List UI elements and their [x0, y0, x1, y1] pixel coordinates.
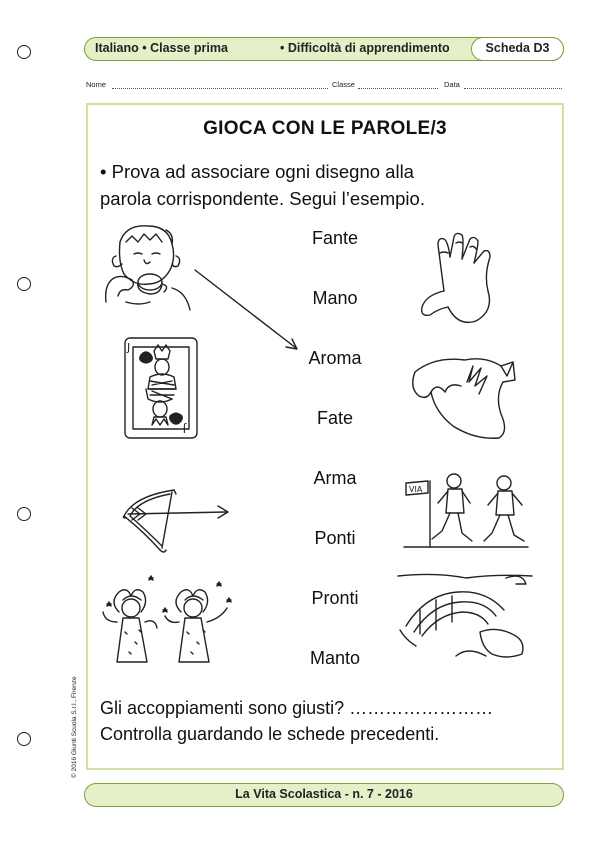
boy-drinking-icon[interactable] [98, 222, 193, 312]
instruction-line: • Prova ad associare ogni disegno alla [100, 161, 414, 182]
instruction-line: parola corrispondente. Segui l’esempio. [100, 188, 425, 209]
sheet-tab: Scheda D3 [471, 37, 564, 61]
card-letter: J [127, 341, 131, 354]
jack-card-icon[interactable] [124, 337, 200, 439]
header-topic: • Difficoltà di apprendimento [280, 41, 450, 55]
name-label: Nome [86, 80, 107, 89]
word-pronti[interactable]: Pronti [311, 588, 359, 608]
word-aroma[interactable]: Aroma [308, 348, 362, 368]
card-letter: J [182, 422, 186, 435]
class-label: Classe [332, 80, 355, 89]
footer-bar: La Vita Scolastica - n. 7 - 2016 [84, 783, 564, 807]
bow-arrow-icon[interactable] [114, 488, 230, 556]
word-fate[interactable]: Fate [316, 408, 354, 428]
exercise-title: GIOCA CON LE PAROLE/3 [203, 118, 447, 139]
hand-icon[interactable] [414, 231, 506, 326]
word-mano[interactable]: Mano [312, 288, 358, 308]
copyright-text: © 2016 Giunti Scuola S.r.l., Firenze [71, 676, 78, 778]
runners-icon[interactable] [400, 467, 532, 552]
word-arma[interactable]: Arma [313, 468, 357, 488]
check-line: Controlla guardando le schede precedenti. [100, 724, 440, 744]
fairies-icon[interactable] [99, 572, 245, 672]
finish-sign-text: VIA [409, 485, 423, 494]
question-line: Gli accoppiamenti sono giusti? …………………… [100, 698, 494, 718]
word-manto[interactable]: Manto [309, 648, 361, 668]
word-fante[interactable]: Fante [311, 228, 359, 248]
header-subject: Italiano • Classe prima [95, 41, 228, 55]
cape-icon[interactable] [405, 352, 520, 444]
word-ponti[interactable]: Ponti [314, 528, 356, 548]
date-label: Data [444, 80, 460, 89]
bridge-icon[interactable] [396, 570, 536, 662]
